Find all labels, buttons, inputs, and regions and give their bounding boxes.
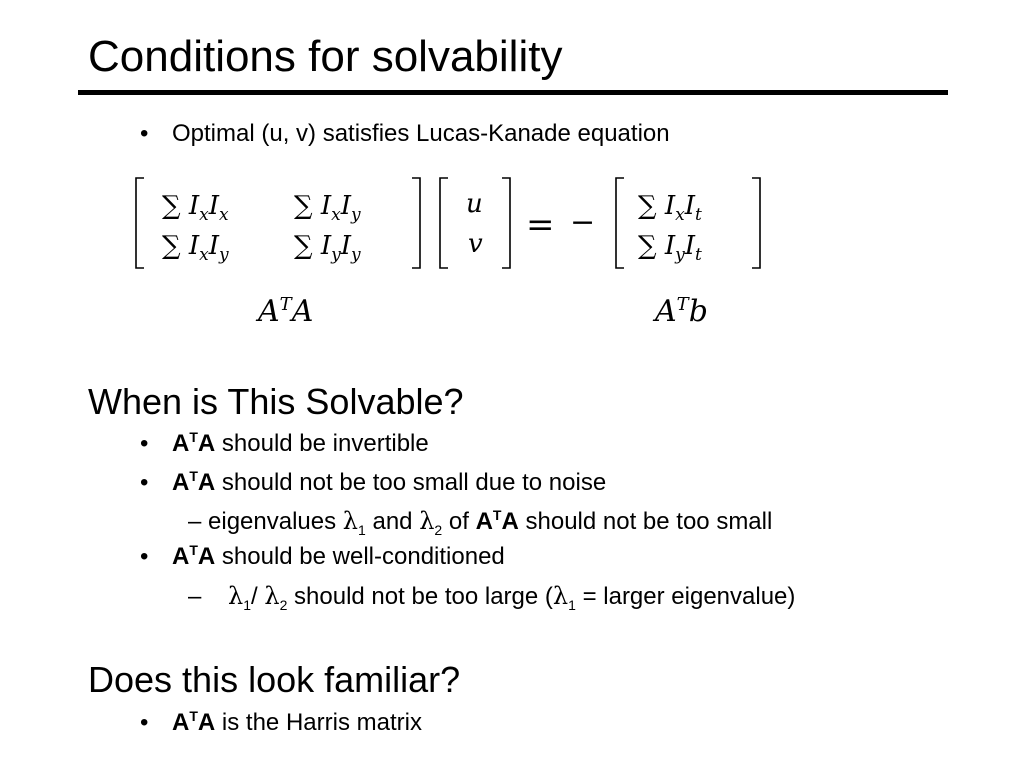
matrix-ata: [172, 469, 215, 496]
title-divider: [78, 90, 948, 95]
matrix-base: A: [475, 508, 493, 535]
matrix-ata: [476, 508, 519, 535]
lambda-symbol: λ: [228, 582, 244, 610]
subscript-2: 2: [434, 521, 443, 538]
label-ata: $A^TA$: [258, 294, 314, 329]
matrix-sup: T: [189, 708, 198, 724]
rhs-entry-1: ∑ IxIt: [638, 191, 702, 225]
rhs-entry-2: ∑ IyIt: [638, 231, 702, 265]
lhs-entry-21: ∑ IxIy: [162, 231, 229, 265]
subscript-1: 1: [568, 596, 576, 613]
matrix-base: A: [501, 508, 519, 535]
section-heading-solvable: When is This Solvable?: [88, 381, 464, 422]
subscript-1: 1: [358, 521, 366, 538]
lambda-symbol: λ: [552, 582, 569, 610]
bullet-marker: •: [140, 543, 149, 570]
lhs-entry-11: ∑ IxIx: [162, 191, 229, 225]
sub-text: eigenvalues: [201, 508, 343, 535]
lhs-bracket-left: [136, 178, 144, 268]
matrix-base: A: [172, 469, 190, 496]
lucas-kanade-equation: [130, 170, 770, 280]
matrix-sup: T: [189, 542, 198, 558]
bullet-well-conditioned: [140, 542, 505, 572]
equals-sign: =: [526, 205, 555, 245]
subscript-2: 2: [279, 596, 288, 613]
matrix-base: A: [172, 543, 190, 570]
sub-text: of: [442, 508, 476, 535]
intro-bullet: [140, 119, 670, 149]
dash-marker: –: [188, 583, 202, 610]
rhs-bracket-right: [752, 178, 760, 268]
rhs-bracket-left: [616, 178, 624, 268]
vector-v: v: [468, 229, 483, 259]
slide-title: Conditions for solvability: [88, 32, 563, 81]
bullet-not-too-small: [140, 468, 606, 498]
bullet-text: should be invertible: [215, 430, 429, 457]
sub-text: and: [365, 508, 420, 535]
sub-text: should not be too small: [518, 508, 773, 535]
bullet-text: should not be too small due to noise: [215, 469, 607, 496]
lambda-symbol: λ: [264, 582, 280, 610]
bullet-marker: •: [140, 469, 149, 496]
matrix-ata: [172, 709, 215, 736]
matrix-base: A: [172, 709, 190, 736]
bullet-text: should be well-conditioned: [215, 543, 505, 570]
minus-sign: −: [570, 205, 596, 240]
bullet-marker: •: [140, 709, 149, 736]
matrix-base: A: [197, 543, 216, 570]
bullet-marker: •: [140, 430, 149, 457]
matrix-base: A: [197, 469, 216, 496]
matrix-ata: [172, 430, 215, 457]
equation-graphic: [130, 170, 770, 280]
vector-bracket-left: [440, 178, 448, 268]
matrix-sup: T: [492, 507, 502, 523]
matrix-base: A: [172, 430, 190, 457]
bullet-invertible: [140, 429, 429, 459]
label-atb: $A^Tb$: [655, 294, 708, 329]
sub-ratio: [188, 581, 795, 612]
dash-marker: –: [188, 508, 202, 535]
bullet-marker: •: [140, 120, 149, 147]
bullet-text: is the Harris matrix: [215, 709, 422, 736]
lhs-bracket-right: [412, 178, 420, 268]
sub-text: should not be too large (: [287, 583, 553, 610]
section-heading-familiar: Does this look familiar?: [88, 659, 461, 700]
matrix-sup: T: [189, 468, 198, 484]
lhs-entry-12: ∑ IxIy: [294, 191, 361, 225]
intro-bullet-text: Optimal (u, v) satisfies Lucas-Kanade equation: [172, 120, 670, 147]
bullet-harris: [140, 708, 422, 738]
vector-u: u: [466, 189, 483, 219]
matrix-sup: T: [189, 429, 198, 445]
slash-text: /: [251, 583, 265, 610]
subscript-1: 1: [243, 596, 252, 613]
lambda-symbol: λ: [342, 507, 359, 535]
matrix-ata: [172, 543, 215, 570]
lhs-entry-22: ∑ IyIy: [294, 231, 361, 265]
vector-bracket-right: [502, 178, 510, 268]
matrix-base: A: [197, 709, 216, 736]
sub-eigenvalues: [188, 506, 772, 537]
lambda-symbol: λ: [419, 507, 435, 535]
sub-text: = larger eigenvalue): [575, 583, 796, 610]
matrix-base: A: [197, 430, 216, 457]
